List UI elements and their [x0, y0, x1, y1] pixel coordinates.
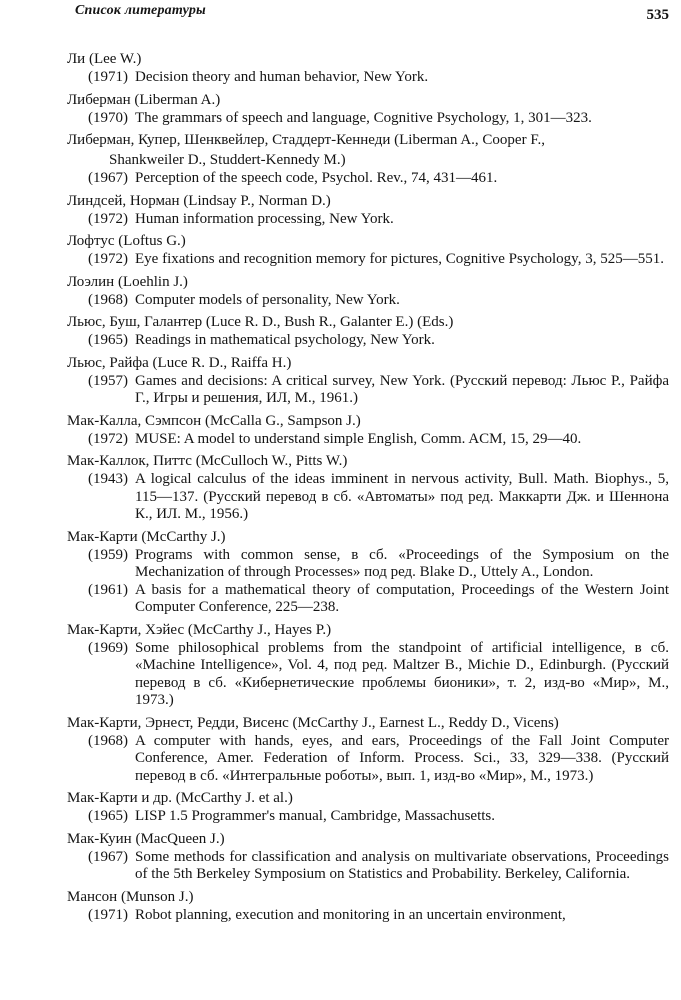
page-number: 535 — [646, 7, 669, 23]
work-citation: Perception of the speech code, Psychol. Rev., 74, 431—461. — [135, 170, 498, 186]
reference-entry — [0, 451, 681, 527]
reference-author — [67, 312, 681, 332]
work-year: (1972) — [88, 430, 128, 447]
work-citation: Human information processing, New York. — [135, 210, 394, 227]
work-year: (1971) — [88, 906, 128, 923]
work-citation: A basis for a mathematical theory of computation, Proceedings of the Western Joint Computer Conference, 225—238. — [135, 581, 669, 615]
reference-work — [88, 332, 681, 350]
work-year: (1972) — [88, 210, 128, 227]
reference-author — [67, 451, 681, 471]
author-line: Либерман (Liberman A.) — [67, 91, 221, 108]
reference-entry — [0, 713, 681, 789]
work-citation: Computer models of personality, New York. — [135, 291, 400, 308]
reference-author — [67, 411, 681, 431]
work-citation: A computer with hands, eyes, and ears, Proceedings of the Fall Joint Computer Conference, Amer. Federation of Inform. Process. Sci., 33, 329—338. (Русский перевод в сб. «Интегральные роботы», вып. 1, изд-во «Мир», М., 1973.) — [135, 732, 669, 784]
work-citation: Eye fixations and recognition memory for pictures, Cognitive Psychology, 3, 525—551. — [135, 251, 664, 267]
reference-work — [88, 547, 681, 582]
work-citation: A logical calculus of the ideas imminent in nervous activity, Bull. Math. Biophys., 5, 115—137. (Русский перевод в сб. «Автоматы» под ред. Маккарти Дж. и Шеннона К., ИЛ. М., 1956.) — [135, 471, 669, 522]
work-citation: Some philosophical problems from the standpoint of artificial intelligence, в сб. «Machine Intelligence», Vol. 4, под ред. Maltzer B., Michie D., Edinburgh. (Русский перевод в сб. «Кибернетические проблемы бионики», т. 2, изд-во «Мир», М., 1973.) — [135, 639, 669, 708]
reference-list — [0, 49, 681, 927]
author-line: Лофтус (Loftus G.) — [67, 233, 186, 249]
work-citation: LISP 1.5 Programmer's manual, Cambridge, Massachusetts. — [135, 808, 496, 824]
work-citation: The grammars of speech and language, Cognitive Psychology, 1, 301—323. — [135, 109, 592, 126]
work-year: (1961) — [88, 581, 128, 598]
work-year: (1957) — [88, 372, 128, 389]
reference-entry — [0, 353, 681, 411]
reference-entry — [0, 887, 681, 928]
author-line: Мак-Карти (McCarthy J.) — [67, 528, 226, 545]
work-citation: Programs with common sense, в сб. «Proceedings of the Symposium on the Mechanization of through Processes» под ред. Blake D., Uttely A., London. — [135, 546, 669, 580]
reference-work — [88, 808, 681, 826]
work-year: (1967) — [88, 848, 128, 865]
work-year: (1965) — [88, 332, 128, 348]
author-line: Льюс, Буш, Галантер (Luce R. D., Bush R., Galanter E.) (Eds.) — [67, 314, 454, 330]
author-line: Мак-Карти, Эрнест, Редди, Висенс (McCarthy J., Earnest L., Reddy D., Vicens) — [67, 714, 559, 731]
reference-author — [67, 130, 681, 170]
author-line: Мак-Карти и др. (McCarthy J. et al.) — [67, 790, 293, 806]
reference-entry — [0, 829, 681, 887]
work-year: (1970) — [88, 109, 128, 126]
reference-entry — [0, 312, 681, 353]
page-header — [0, 0, 681, 30]
author-line-continued: Shankweiler D., Studdert-Kennedy M.) — [109, 152, 346, 168]
reference-work — [88, 211, 681, 229]
author-line: Линдсей, Норман (Lindsay P., Norman D.) — [67, 192, 331, 209]
work-year: (1965) — [88, 808, 128, 824]
reference-entry — [0, 272, 681, 313]
reference-entry — [0, 231, 681, 272]
reference-entry — [0, 620, 681, 713]
reference-entry — [0, 130, 681, 191]
reference-author — [67, 49, 681, 69]
work-citation: Games and decisions: A critical survey, New York. (Русский перевод: Льюс Р., Райфа Г., Игры и решения, ИЛ, М., 1961.) — [135, 372, 669, 406]
reference-author — [67, 527, 681, 547]
reference-work — [88, 292, 681, 310]
running-title: Список литературы — [75, 3, 206, 18]
reference-work — [88, 170, 681, 188]
reference-author — [67, 713, 681, 733]
reference-author — [67, 620, 681, 640]
work-year: (1968) — [88, 291, 128, 308]
author-line: Ли (Lee W.) — [67, 51, 142, 67]
author-line: Льюс, Райфа (Luce R. D., Raiffa H.) — [67, 354, 292, 371]
reference-entry — [0, 191, 681, 232]
reference-work — [88, 849, 681, 884]
reference-entry — [0, 788, 681, 829]
reference-author — [67, 90, 681, 110]
author-line: Лоэлин (Loehlin J.) — [67, 273, 188, 290]
reference-author — [67, 353, 681, 373]
work-citation: Decision theory and human behavior, New York. — [135, 69, 429, 85]
work-year: (1943) — [88, 471, 128, 487]
work-citation: Robot planning, execution and monitoring in an uncertain environment, — [135, 906, 566, 923]
work-citation: MUSE: A model to understand simple English, Comm. ACM, 15, 29—40. — [135, 430, 582, 447]
work-citation: Readings in mathematical psychology, New York. — [135, 332, 435, 348]
work-year: (1972) — [88, 251, 128, 267]
work-year: (1968) — [88, 732, 128, 749]
author-line: Либерман, Купер, Шенквейлер, Стаддерт-Кеннеди (Liberman A., Cooper F., — [67, 132, 545, 148]
author-line: Мак-Калла, Сэмпсон (McCalla G., Sampson J.) — [67, 412, 361, 429]
reference-work — [88, 431, 681, 449]
reference-work — [88, 907, 681, 925]
reference-entry — [0, 49, 681, 90]
author-line: Мак-Каллок, Питтс (McCulloch W., Pitts W.) — [67, 453, 348, 469]
work-year: (1969) — [88, 639, 128, 656]
reference-author — [67, 231, 681, 251]
author-line: Мансон (Munson J.) — [67, 888, 194, 905]
work-year: (1971) — [88, 69, 128, 85]
reference-work — [88, 251, 681, 269]
reference-author — [67, 191, 681, 211]
reference-entry — [0, 527, 681, 620]
work-year: (1967) — [88, 170, 128, 186]
work-year: (1959) — [88, 546, 128, 563]
reference-entry — [0, 411, 681, 452]
reference-work — [88, 373, 681, 408]
reference-work — [88, 69, 681, 87]
reference-author — [67, 887, 681, 907]
reference-entry — [0, 90, 681, 131]
reference-work — [88, 582, 681, 617]
reference-work — [88, 110, 681, 128]
reference-author — [67, 829, 681, 849]
author-line: Мак-Карти, Хэйес (McCarthy J., Hayes P.) — [67, 621, 332, 638]
reference-work — [88, 640, 681, 710]
reference-author — [67, 272, 681, 292]
author-line: Мак-Куин (MacQueen J.) — [67, 830, 225, 847]
work-citation: Some methods for classification and analysis on multivariate observations, Proceedings of the 5th Berkeley Symposium on Statistics and Probability. Berkeley, California. — [135, 848, 669, 882]
reference-author — [67, 788, 681, 808]
reference-work — [88, 733, 681, 786]
reference-work — [88, 471, 681, 524]
